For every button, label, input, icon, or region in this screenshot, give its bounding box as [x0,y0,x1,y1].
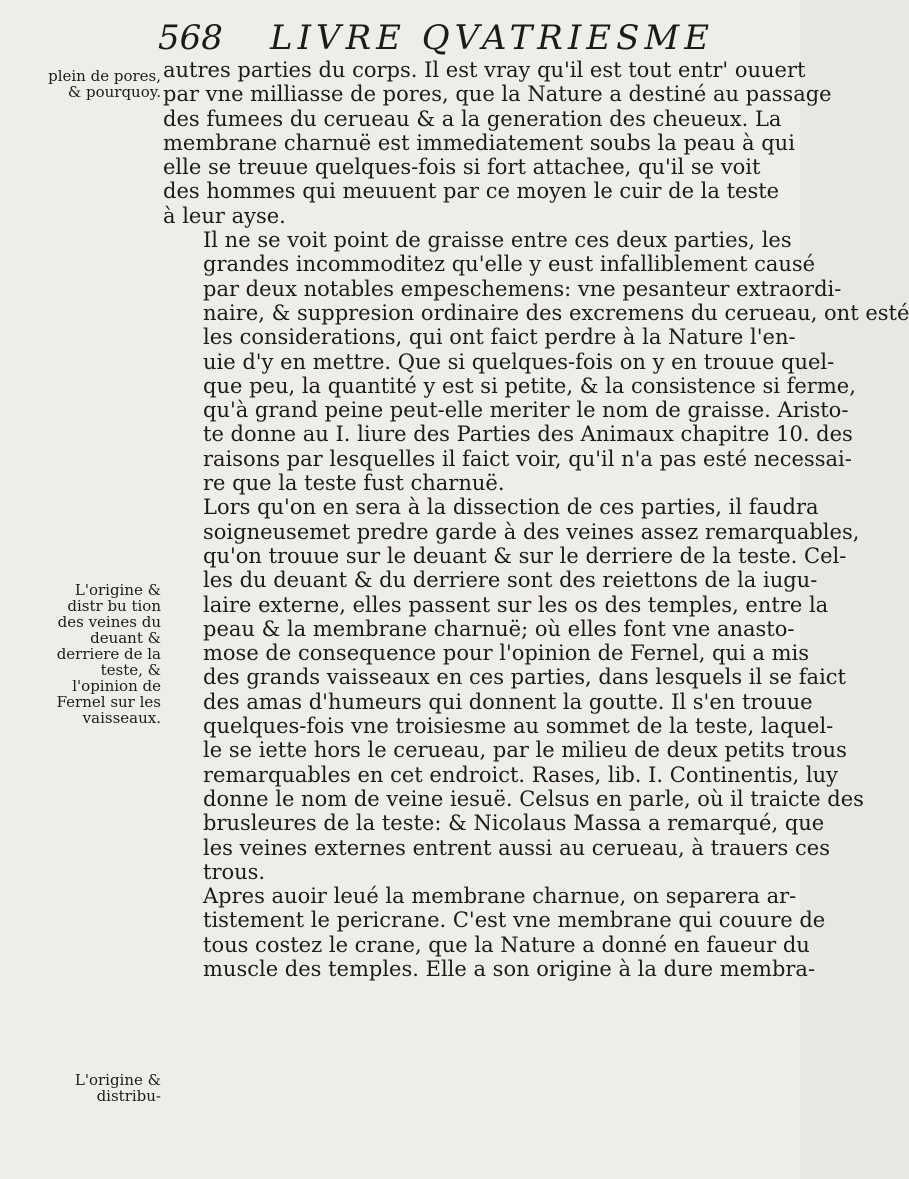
text-line: par deux notables empeschemens: vne pesanteur extraordi- [203,276,842,301]
text-line: les du deuant & du derriere sont des reiettons de la iugu- [203,568,818,593]
text-line: uie d'y en mettre. Que si quelques-fois on y en trouue quel- [203,349,835,374]
text-line: membrane charnuë est immediatement soubs la peau à qui [163,130,795,155]
text-line: qu'à grand peine peut-elle meriter le nom de graisse. Aristo- [203,398,849,423]
text-line: des grands vaisseaux en ces parties, dans lesquels il se faict [203,665,846,690]
text-line: le se iette hors le cerueau, par le milieu de deux petits trous [203,738,847,763]
text-line: raisons par lesquelles il faict voir, qu'il n'a pas esté necessai- [203,446,852,471]
text-line: donne le nom de veine iesuë. Celsus en parle, où il traicte des [203,786,864,811]
page-number: 568 [158,18,223,58]
text-line: à leur ayse. [163,203,286,228]
paragraph [163,884,826,981]
text-line: qu'on trouue sur le deuant & sur le derriere de la teste. Cel- [203,543,847,568]
text-line: Lors qu'on en sera à la dissection de ces parties, il faudra [203,495,819,520]
text-line: re que la teste fust charnuë. [203,471,505,496]
text-line: les veines externes entrent aussi au cerueau, à trauers ces [203,835,830,860]
margin-note: plein de pores, & pourquoy. [48,67,161,101]
text-line: des hommes qui meuuent par ce moyen le cuir de la teste [163,179,780,204]
text-line: brusleures de la teste: & Nicolaus Massa a remarqué, que [203,811,825,836]
text-line: naire, & suppresion ordinaire des excremens du cerueau, ont esté [203,300,909,325]
text-line: remarquables en cet endroict. Rases, lib. I. Continentis, luy [203,762,839,787]
text-line: des amas d'humeurs qui donnent la goutte. Il s'en trouue [203,689,813,714]
text-line: par vne milliasse de pores, que la Nature a destiné au passage [163,82,832,107]
paragraph [163,58,832,228]
text-line: les considerations, qui ont faict perdre à la Nature l'en- [203,325,796,350]
text-line: quelques-fois vne troisiesme au sommet de la teste, laquel- [203,714,834,739]
text-line: mose de consequence pour l'opinion de Fernel, qui a mis [203,641,810,666]
text-line: Il ne se voit point de graisse entre ces deux parties, les [203,228,792,253]
margin-note: L'origine & distribu- [74,1071,161,1105]
paragraph [163,228,909,496]
text-line: soigneusemet predre garde à des veines assez remarquables, [203,519,860,544]
paragraph [163,495,864,884]
text-line: te donne au I. liure des Parties des Animaux chapitre 10. des [203,422,853,447]
margin-note: L'origine & distr bu tion des veines du deuant & derriere de la teste, & l'opinion de Fernel sur les vaisseaux. [56,581,161,727]
text-line: tous costez le crane, que la Nature a donné en faueur du [203,932,810,957]
text-line: peau & la membrane charnuë; où elles font vne anasto- [203,616,795,641]
body-text [163,58,909,981]
text-line: tistement le pericrane. C'est vne membrane qui couure de [203,908,826,933]
text-line: que peu, la quantité y est si petite, & la consistence si ferme, [203,373,856,398]
text-line: autres parties du corps. Il est vray qu'il est tout entr' ouuert [163,58,806,82]
running-title: LIVRE QVATRIESME [270,18,715,58]
text-line: des fumees du cerueau & a la generation des cheueux. La [163,106,782,131]
text-line: trous. [203,859,266,884]
text-line: grandes incommoditez qu'elle y eust infalliblement causé [203,252,816,277]
text-line: Apres auoir leué la membrane charnue, on separera ar- [203,884,797,909]
text-line: muscle des temples. Elle a son origine à la dure membra- [203,956,816,981]
text-line: elle se treuue quelques-fois si fort attachee, qu'il se voit [163,155,761,180]
text-line: laire externe, elles passent sur les os des temples, entre la [203,592,829,617]
